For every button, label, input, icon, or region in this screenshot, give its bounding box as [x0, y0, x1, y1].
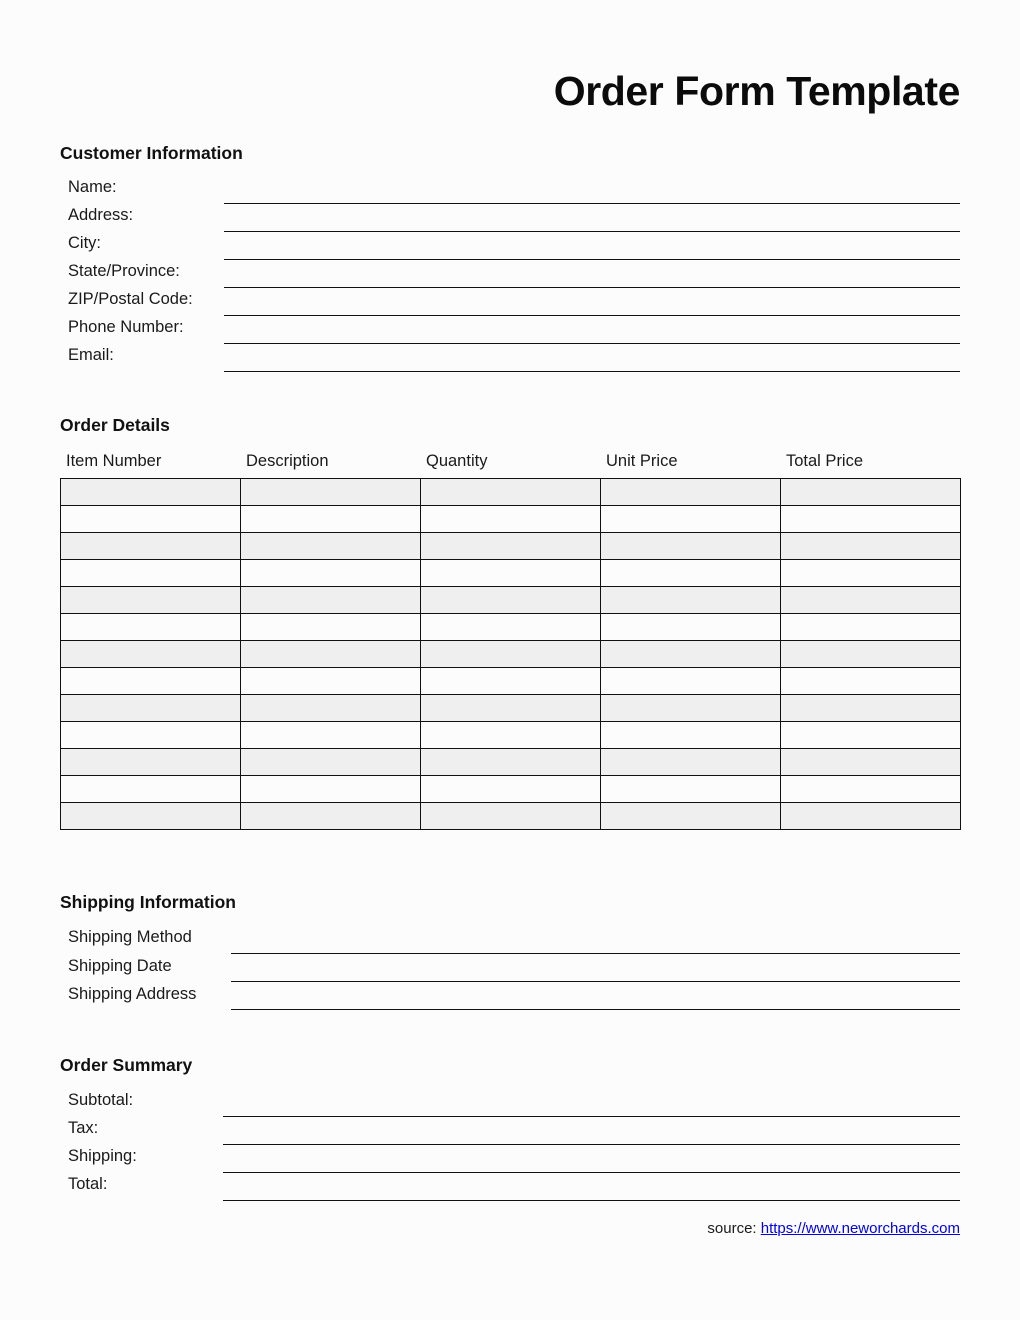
source-prefix: source:	[707, 1220, 761, 1237]
label-shipping-date: Shipping Date	[68, 957, 172, 975]
input-shipping-address[interactable]	[231, 1009, 960, 1010]
order-table-body	[61, 479, 961, 830]
input-name[interactable]	[224, 203, 960, 204]
table-cell[interactable]	[421, 533, 601, 560]
table-cell[interactable]	[421, 560, 601, 587]
table-cell[interactable]	[421, 614, 601, 641]
order-details-table	[60, 478, 961, 830]
label-phone-number: Phone Number:	[68, 318, 184, 336]
table-cell[interactable]	[781, 668, 961, 695]
table-cell[interactable]	[241, 803, 421, 830]
table-cell[interactable]	[241, 776, 421, 803]
table-cell[interactable]	[601, 695, 781, 722]
table-cell[interactable]	[421, 641, 601, 668]
table-cell[interactable]	[601, 776, 781, 803]
order-table-header-row	[60, 452, 960, 476]
label-shipping-method: Shipping Method	[68, 928, 192, 946]
input-shipping[interactable]	[223, 1172, 960, 1173]
table-cell[interactable]	[61, 587, 241, 614]
table-cell[interactable]	[421, 479, 601, 506]
column-header-description: Description	[246, 452, 329, 470]
table-cell[interactable]	[241, 695, 421, 722]
table-row	[61, 479, 961, 506]
table-row	[61, 614, 961, 641]
section-heading-shipping-information: Shipping Information	[60, 892, 236, 912]
input-address[interactable]	[224, 231, 960, 232]
table-cell[interactable]	[421, 695, 601, 722]
table-cell[interactable]	[601, 560, 781, 587]
table-row	[61, 722, 961, 749]
table-cell[interactable]	[241, 533, 421, 560]
table-cell[interactable]	[421, 749, 601, 776]
input-tax[interactable]	[223, 1144, 960, 1145]
label-zip-postal-code: ZIP/Postal Code:	[68, 290, 193, 308]
label-name: Name:	[68, 178, 117, 196]
table-cell[interactable]	[601, 803, 781, 830]
table-cell[interactable]	[61, 560, 241, 587]
section-heading-order-summary: Order Summary	[60, 1055, 193, 1075]
table-cell[interactable]	[61, 776, 241, 803]
label-tax: Tax:	[68, 1119, 99, 1137]
input-state-province[interactable]	[224, 287, 960, 288]
table-cell[interactable]	[601, 506, 781, 533]
input-total[interactable]	[223, 1200, 960, 1201]
table-cell[interactable]	[421, 722, 601, 749]
table-cell[interactable]	[421, 776, 601, 803]
source-link[interactable]: https://www.neworchards.com	[760, 1220, 960, 1237]
column-header-item-number: Item Number	[66, 452, 162, 470]
input-city[interactable]	[224, 259, 960, 260]
table-cell[interactable]	[781, 479, 961, 506]
table-row	[61, 587, 961, 614]
table-cell[interactable]	[781, 506, 961, 533]
column-header-total-price: Total Price	[786, 452, 864, 470]
table-cell[interactable]	[781, 533, 961, 560]
table-cell[interactable]	[601, 668, 781, 695]
table-cell[interactable]	[61, 641, 241, 668]
table-cell[interactable]	[421, 668, 601, 695]
table-row	[61, 560, 961, 587]
table-cell[interactable]	[601, 722, 781, 749]
table-cell[interactable]	[61, 722, 241, 749]
table-cell[interactable]	[241, 722, 421, 749]
table-cell[interactable]	[241, 479, 421, 506]
table-cell[interactable]	[421, 506, 601, 533]
label-subtotal: Subtotal:	[68, 1091, 134, 1109]
table-cell[interactable]	[781, 695, 961, 722]
table-cell[interactable]	[601, 641, 781, 668]
table-cell[interactable]	[241, 614, 421, 641]
table-cell[interactable]	[241, 560, 421, 587]
table-cell[interactable]	[781, 803, 961, 830]
input-email[interactable]	[224, 371, 960, 372]
table-cell[interactable]	[61, 695, 241, 722]
table-cell[interactable]	[781, 749, 961, 776]
table-row	[61, 533, 961, 560]
table-cell[interactable]	[781, 641, 961, 668]
input-zip-postal-code[interactable]	[224, 315, 960, 316]
table-row	[61, 506, 961, 533]
table-cell[interactable]	[781, 776, 961, 803]
table-cell[interactable]	[601, 479, 781, 506]
table-cell[interactable]	[421, 587, 601, 614]
label-state-province: State/Province:	[68, 262, 180, 280]
column-header-unit-price: Unit Price	[606, 452, 678, 470]
table-cell[interactable]	[61, 803, 241, 830]
table-cell[interactable]	[241, 749, 421, 776]
table-cell[interactable]	[781, 560, 961, 587]
table-cell[interactable]	[781, 722, 961, 749]
label-shipping: Shipping:	[68, 1147, 137, 1165]
table-row	[61, 803, 961, 830]
input-shipping-method[interactable]	[231, 953, 960, 954]
table-cell[interactable]	[61, 668, 241, 695]
table-cell[interactable]	[61, 479, 241, 506]
label-email: Email:	[68, 346, 114, 364]
table-cell[interactable]	[601, 614, 781, 641]
label-total: Total:	[68, 1175, 108, 1193]
label-address: Address:	[68, 206, 134, 224]
table-cell[interactable]	[421, 803, 601, 830]
table-cell[interactable]	[241, 668, 421, 695]
table-cell[interactable]	[61, 749, 241, 776]
table-cell[interactable]	[781, 614, 961, 641]
table-row	[61, 776, 961, 803]
table-cell[interactable]	[61, 533, 241, 560]
input-subtotal[interactable]	[223, 1116, 960, 1117]
source-attribution	[60, 1220, 960, 1237]
table-cell[interactable]	[781, 587, 961, 614]
table-row	[61, 695, 961, 722]
table-cell[interactable]	[61, 506, 241, 533]
table-cell[interactable]	[241, 587, 421, 614]
label-shipping-address: Shipping Address	[68, 985, 197, 1003]
table-cell[interactable]	[601, 587, 781, 614]
table-cell[interactable]	[601, 533, 781, 560]
table-cell[interactable]	[241, 641, 421, 668]
table-cell[interactable]	[61, 614, 241, 641]
table-cell[interactable]	[241, 506, 421, 533]
column-header-quantity: Quantity	[426, 452, 488, 470]
input-shipping-date[interactable]	[231, 981, 960, 982]
section-heading-customer-information: Customer Information	[60, 143, 243, 163]
label-city: City:	[68, 234, 101, 252]
table-row	[61, 668, 961, 695]
page-title: Order Form Template	[553, 68, 960, 114]
input-phone-number[interactable]	[224, 343, 960, 344]
section-heading-order-details: Order Details	[60, 415, 170, 435]
table-row	[61, 749, 961, 776]
table-cell[interactable]	[601, 749, 781, 776]
table-row	[61, 641, 961, 668]
